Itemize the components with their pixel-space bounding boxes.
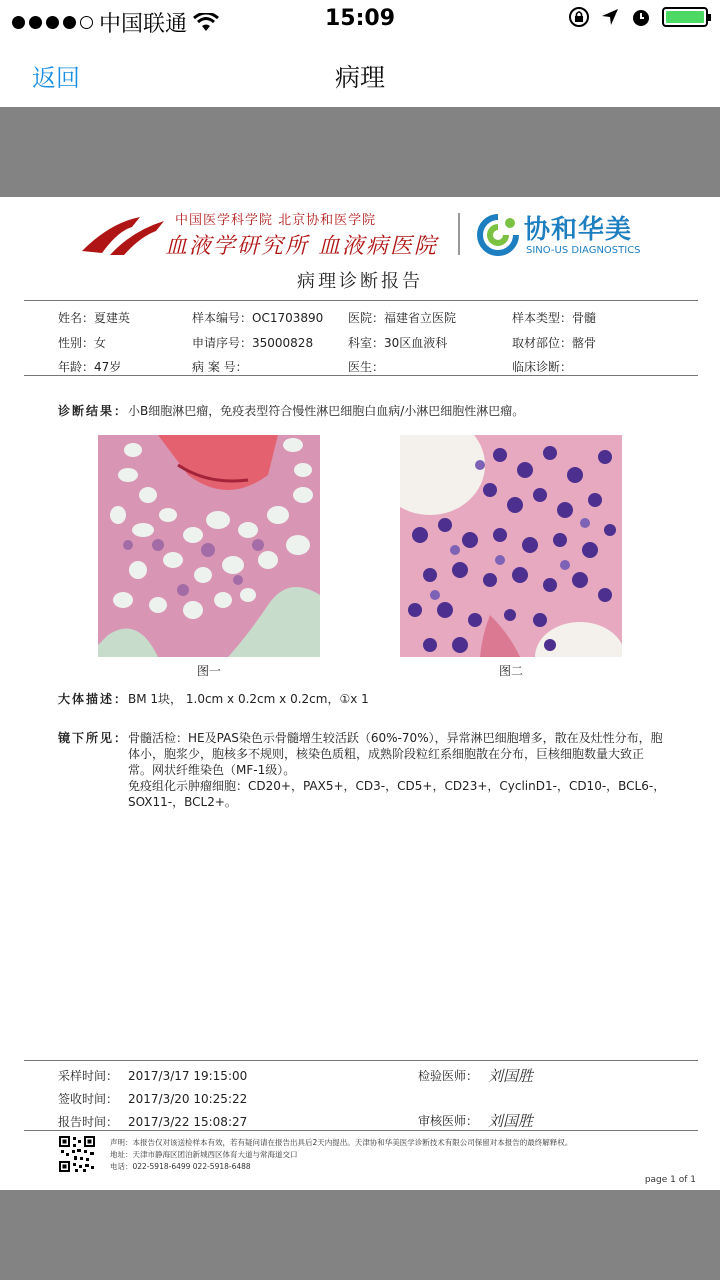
footer-phone: 电话：022-5918-6499 022-5918-6488 [110, 1162, 251, 1171]
case-no: 病 案 号： [192, 360, 248, 374]
figure-2-caption: 图二 [498, 664, 523, 678]
alarm-icon [630, 6, 652, 28]
gross-text: BM 1块， 1.0cm x 0.2cm x 0.2cm，①x 1 [128, 692, 369, 706]
collect-time-value: 2017/3/17 19:15:00 [128, 1069, 248, 1083]
receive-time-row [58, 1090, 247, 1107]
clock: 15:09 [324, 6, 396, 31]
review-doctor-label: 审核医师： [418, 1114, 479, 1128]
report-time-row [58, 1113, 247, 1130]
status-icons [568, 6, 708, 28]
divider [24, 375, 698, 376]
histology-image-1[interactable] [98, 435, 320, 657]
nav-bar [0, 40, 720, 106]
back-button[interactable]: 返回 [32, 64, 80, 92]
microscopic-text: 骨髓活检：HE及PAS染色示骨髓增生较活跃（60%-70%），异常淋巴细胞增多，散在及灶性分布，胞体小，胞浆少，胞核多不规则，核染色质粗，成熟阶段粒红系细胞散在分布，巨核细胞数量大致正常。网状纤维染色（MF-1级）。 [128, 731, 663, 777]
status-bar [0, 0, 720, 40]
receive-time-label: 签收时间： [58, 1092, 119, 1106]
receive-time-value: 2017/3/20 10:25:22 [128, 1092, 248, 1106]
sample-type: 样本类型：骨髓 [512, 311, 597, 325]
sample-id: 样本编号：OC1703890 [192, 311, 324, 325]
diagnosis-result [58, 402, 524, 419]
footer-address: 地址：天津市静海区团泊新城西区体育大道与常海道交口 [110, 1150, 298, 1159]
collect-time-label: 采样时间： [58, 1069, 119, 1083]
reviewing-doctor-row [418, 1110, 533, 1131]
org-name-line2: 血液学研究所 血液病医院 [165, 234, 438, 259]
partner-name-cn: 协和华美 [524, 215, 633, 245]
patient-age: 年龄：47岁 [58, 360, 122, 374]
qr-code-icon[interactable] [58, 1135, 96, 1173]
examining-doctor-row [418, 1065, 533, 1086]
divider [24, 1060, 698, 1061]
report-header-logos [80, 207, 650, 259]
viewer-padding-bottom [0, 1190, 720, 1280]
diagnosis-label: 诊断结果： [58, 404, 129, 418]
clinical-diagnosis: 临床诊断： [512, 360, 573, 374]
microscopic-findings [58, 730, 668, 810]
collect-time-row [58, 1067, 247, 1084]
histology-image-2-graphic [400, 435, 622, 657]
divider [24, 1130, 698, 1131]
carrier-name: 中国联通 [99, 12, 188, 37]
histology-image-1-graphic [98, 435, 320, 657]
review-doctor-signature: 刘国胜 [488, 1112, 534, 1130]
diagnosis-text: 小B细胞淋巴瘤，免疫表型符合慢性淋巴细胞白血病/小淋巴细胞性淋巴瘤。 [128, 404, 525, 418]
report-title: 病理诊断报告 [297, 271, 423, 292]
request-no: 申请序号：35000828 [192, 336, 314, 350]
sino-us-logo-icon [476, 213, 520, 257]
location-icon [600, 7, 620, 27]
microscopic-label: 镜下所见： [58, 731, 129, 745]
exam-doctor-label: 检验医师： [418, 1069, 479, 1083]
figure-1-caption: 图一 [196, 664, 221, 678]
viewer-padding-top [0, 107, 720, 197]
logo-divider [458, 213, 460, 255]
report-time-label: 报告时间： [58, 1115, 119, 1129]
partner-name-en: SINO-US DIAGNOSTICS [526, 245, 641, 256]
rotation-lock-icon [568, 6, 590, 28]
patient-sex: 性别：女 [58, 336, 107, 350]
exam-doctor-signature: 刘国胜 [488, 1067, 534, 1085]
patient-name: 姓名：夏建英 [58, 311, 131, 325]
page-number: page 1 of 1 [644, 1175, 696, 1185]
hospital: 医院：福建省立医院 [348, 311, 457, 325]
histology-image-2[interactable] [400, 435, 622, 657]
org-name-line1: 中国医学科学院 北京协和医学院 [175, 213, 377, 228]
battery-icon [662, 7, 708, 27]
doctor: 医生： [348, 360, 385, 374]
sampling-site: 取材部位：髂骨 [512, 336, 597, 350]
footer-statement: 声明：本报告仅对该送检样本有效，若有疑问请在报告出具后2天内提出。天津协和华美医学诊断技术有限公司保留对本报告的最终解释权。 [110, 1138, 573, 1147]
ihc-text: 免疫组化示肿瘤细胞：CD20+，PAX5+，CD3-，CD5+，CD23+，CyclinD1-，CD10-，BCL6-，SOX11-，BCL2+。 [128, 779, 666, 809]
gross-label: 大体描述： [58, 692, 129, 706]
gross-description [58, 690, 369, 707]
page-title: 病理 [334, 63, 385, 92]
cams-logo-icon [80, 213, 170, 257]
department: 科室：30区血液科 [348, 336, 448, 350]
divider [24, 300, 698, 301]
report-time-value: 2017/3/22 15:08:27 [128, 1115, 248, 1129]
